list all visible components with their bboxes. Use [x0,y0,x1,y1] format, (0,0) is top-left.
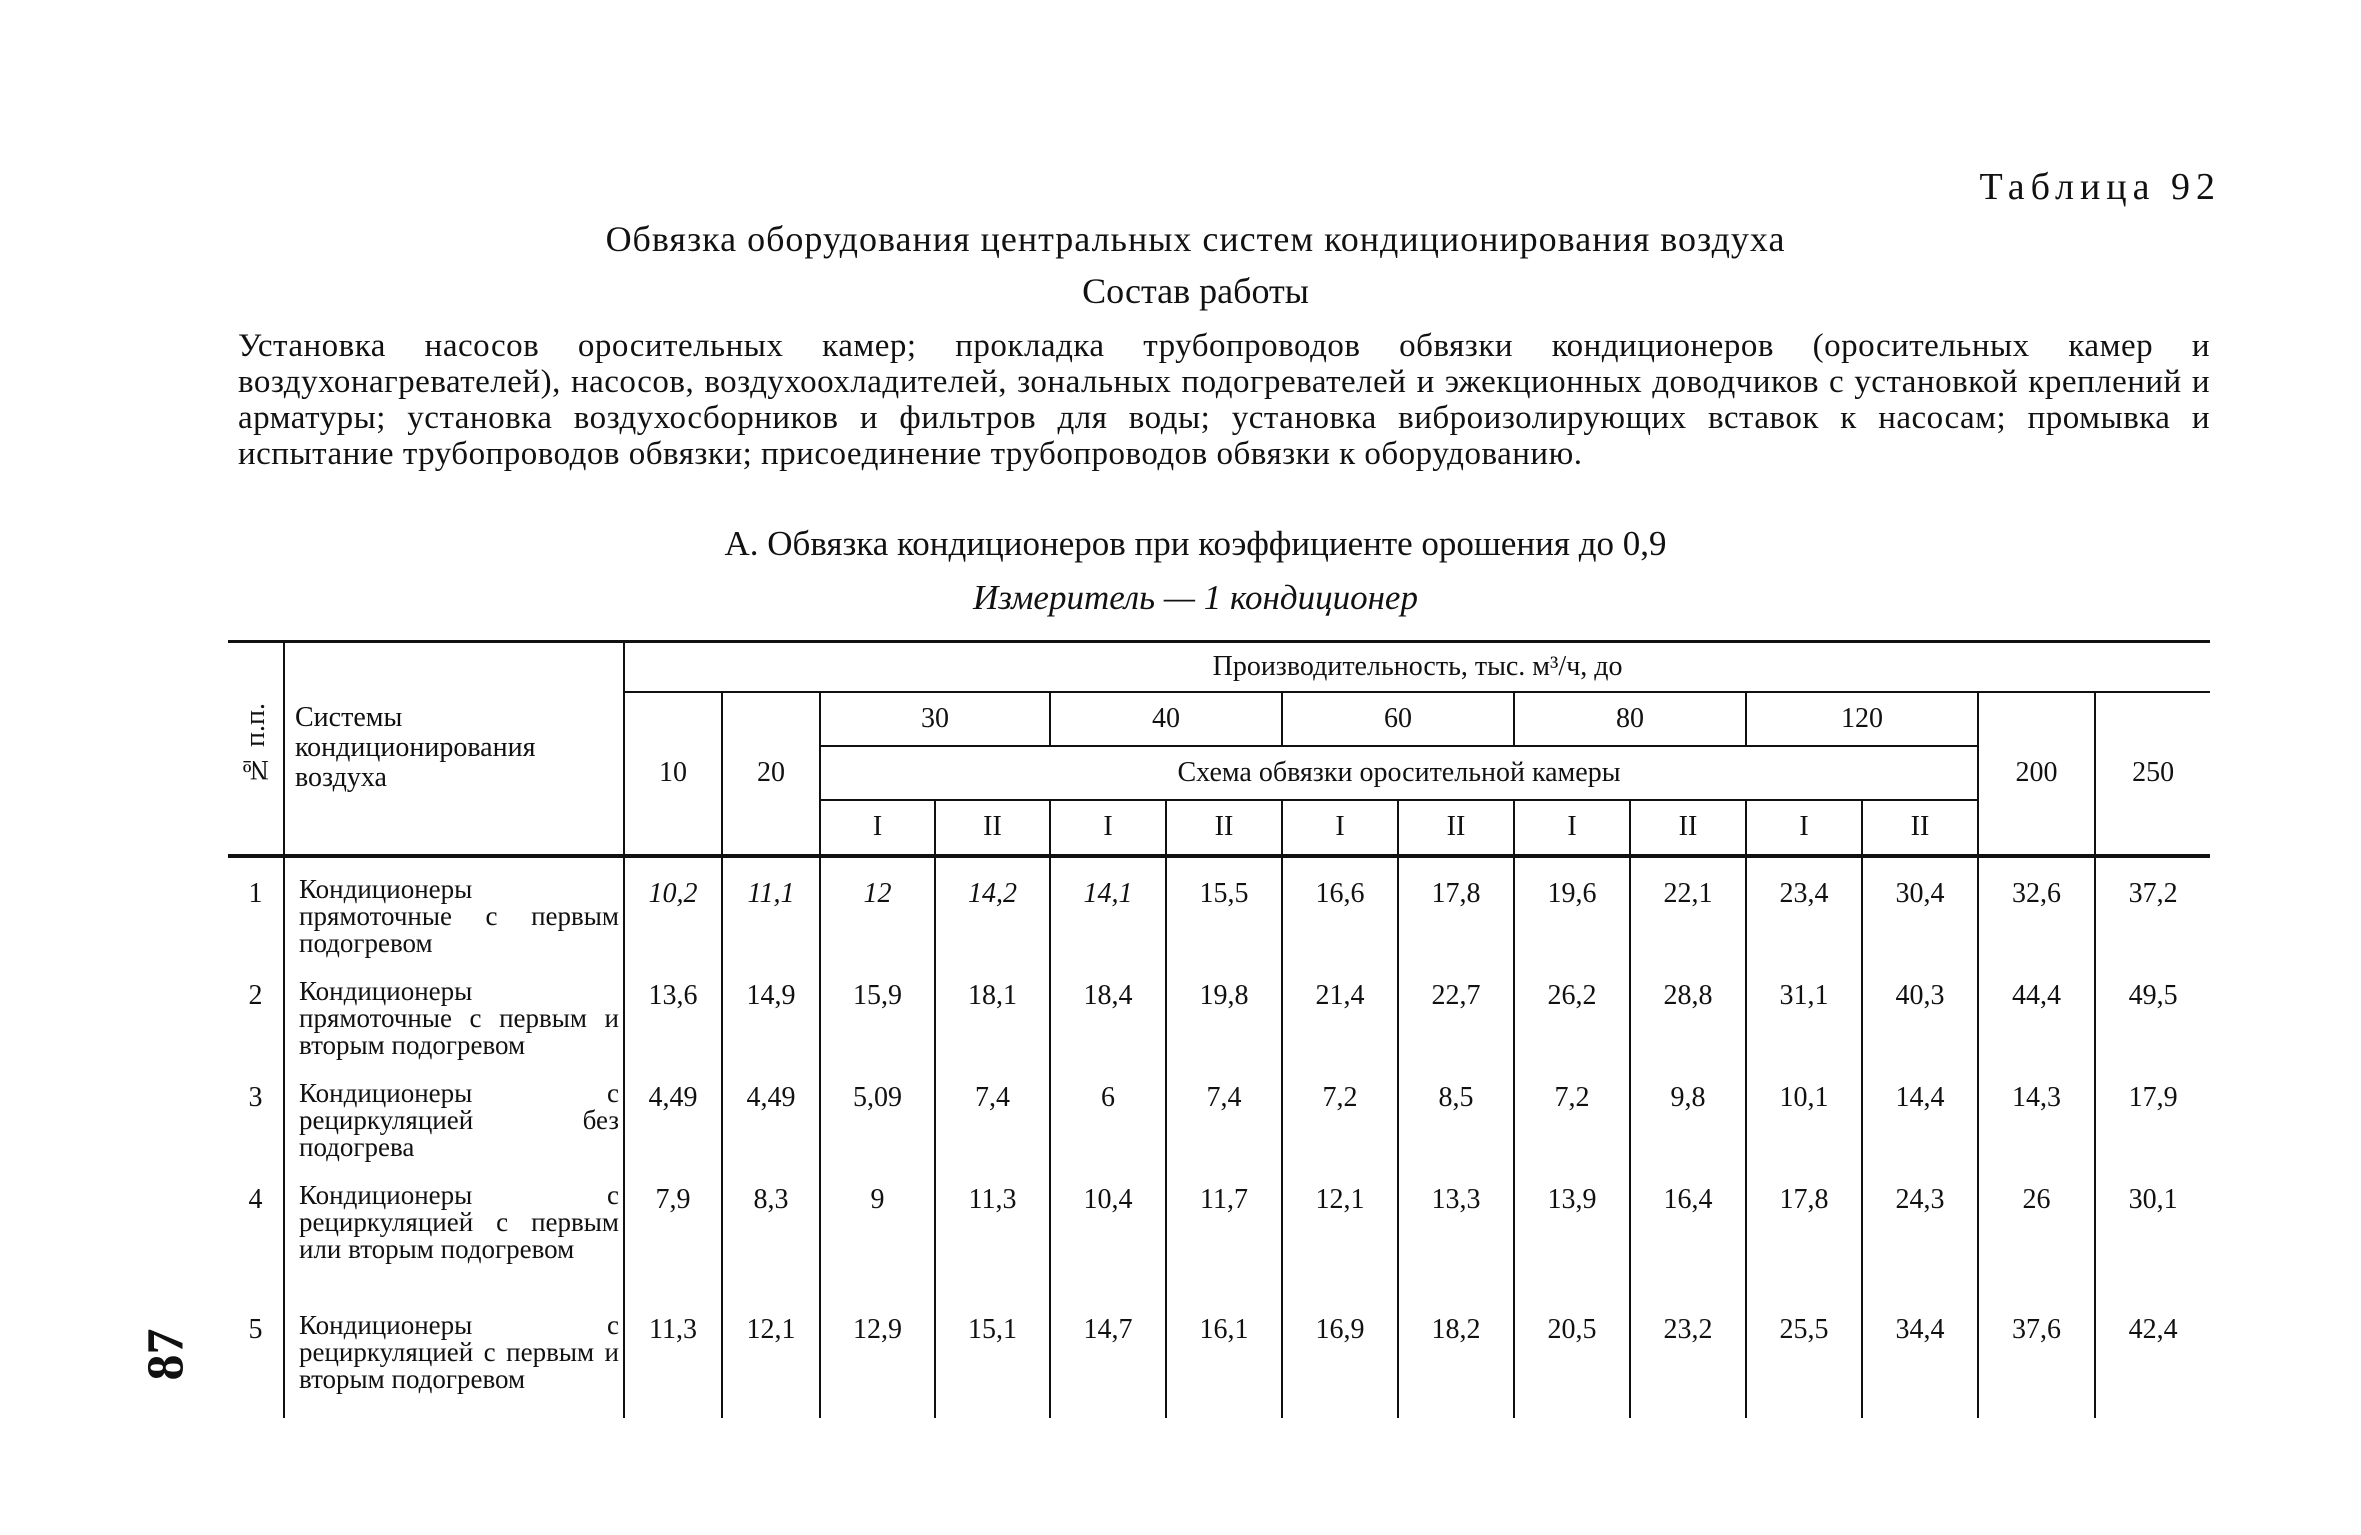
cell: 14,9 [722,960,820,1062]
cell: 12 [820,856,935,960]
table-row [228,960,2210,1062]
cell: 31,1 [1746,960,1862,1062]
cell: 14,2 [935,856,1050,960]
scheme-80-II: II [1630,800,1746,856]
scheme-120-II: II [1862,800,1978,856]
cell: 11,1 [722,856,820,960]
cell: 34,4 [1862,1294,1978,1418]
cell: 15,9 [820,960,935,1062]
table-row [228,1164,2210,1294]
scheme-40-II: II [1166,800,1282,856]
cell: 18,1 [935,960,1050,1062]
cell: 44,4 [1978,960,2095,1062]
scheme-60-I: I [1282,800,1398,856]
row-number: 3 [248,1081,263,1113]
cell: 24,3 [1862,1164,1978,1294]
cell: 26 [1978,1164,2095,1294]
row-name: Кондиционеры с рециркуляцией с первым или вторым подогревом [284,1164,624,1294]
cell: 9,8 [1630,1062,1746,1164]
cell: 17,9 [2095,1062,2210,1164]
table-title: Обвязка оборудования центральных систем кондиционирования воздуха [605,219,1786,259]
cell: 13,9 [1514,1164,1630,1294]
scheme-40-I: I [1050,800,1166,856]
cell: 21,4 [1282,960,1398,1062]
row-name: Кондиционеры с рециркуляцией без подогрева [284,1062,624,1164]
cell: 32,6 [1978,856,2095,960]
cell: 12,1 [1282,1164,1398,1294]
cell: 4,49 [624,1062,722,1164]
systems-header: Системы кондиционирования воздуха [284,642,624,856]
cell: 26,2 [1514,960,1630,1062]
cell: 9 [820,1164,935,1294]
row-number: 1 [248,877,263,909]
work-heading: Состав работы [1082,271,1309,311]
cell: 15,5 [1166,856,1282,960]
cell: 22,7 [1398,960,1514,1062]
row-name: Кондиционеры прямоточные с первым подогревом [284,856,624,960]
cell: 12,9 [820,1294,935,1418]
table-row [228,856,2210,960]
cell: 11,3 [935,1164,1050,1294]
unit-of-measure: Измеритель — 1 кондиционер [973,578,1418,617]
num-header: № п.п. [228,642,284,856]
cell: 18,4 [1050,960,1166,1062]
section-title: А. Обвязка кондиционеров при коэффициенте орошения до 0,9 [724,524,1667,563]
cell: 10,1 [1746,1062,1862,1164]
cell: 7,9 [624,1164,722,1294]
cell: 30,4 [1862,856,1978,960]
cell: 20,5 [1514,1294,1630,1418]
cell: 11,3 [624,1294,722,1418]
cell: 4,49 [722,1062,820,1164]
cell: 17,8 [1746,1164,1862,1294]
cell: 7,4 [1166,1062,1282,1164]
cell: 23,2 [1630,1294,1746,1418]
cell: 14,3 [1978,1062,2095,1164]
cell: 42,4 [2095,1294,2210,1418]
capacity-header: Производительность, тыс. м³/ч, до [624,642,2210,692]
cell: 23,4 [1746,856,1862,960]
cell: 12,1 [722,1294,820,1418]
cell: 6 [1050,1062,1166,1164]
scheme-header: Схема обвязки оросительной камеры [820,746,1978,800]
cell: 19,6 [1514,856,1630,960]
cell: 14,1 [1050,856,1166,960]
scheme-30-I: I [820,800,935,856]
table-row [228,1062,2210,1164]
cell: 8,3 [722,1164,820,1294]
cell: 40,3 [1862,960,1978,1062]
row-name: Кондиционеры прямоточные с первым и вторым подогревом [284,960,624,1062]
row-name: Кондиционеры с рециркуляцией с первым и вторым подогревом [284,1294,624,1418]
cap-250: 250 [2095,692,2210,856]
cap-60: 60 [1282,692,1514,746]
cell: 37,2 [2095,856,2210,960]
cell: 19,8 [1166,960,1282,1062]
cell: 10,4 [1050,1164,1166,1294]
cell: 16,9 [1282,1294,1398,1418]
cell: 16,6 [1282,856,1398,960]
table-number: Таблица 92 [1979,166,2221,208]
cell: 28,8 [1630,960,1746,1062]
cell: 15,1 [935,1294,1050,1418]
cell: 16,4 [1630,1164,1746,1294]
cell: 17,8 [1398,856,1514,960]
scheme-80-I: I [1514,800,1630,856]
cap-10: 10 [624,692,722,856]
cell: 7,4 [935,1062,1050,1164]
cell: 10,2 [624,856,722,960]
table-row [228,1294,2210,1418]
cell: 11,7 [1166,1164,1282,1294]
cell: 7,2 [1282,1062,1398,1164]
norms-table [228,640,2210,1418]
cap-30: 30 [820,692,1050,746]
cell: 22,1 [1630,856,1746,960]
cell: 13,3 [1398,1164,1514,1294]
cell: 8,5 [1398,1062,1514,1164]
cell: 14,4 [1862,1062,1978,1164]
cell: 16,1 [1166,1294,1282,1418]
cell: 49,5 [2095,960,2210,1062]
cell: 5,09 [820,1062,935,1164]
cell: 18,2 [1398,1294,1514,1418]
cap-120: 120 [1746,692,1978,746]
cell: 37,6 [1978,1294,2095,1418]
cell: 13,6 [624,960,722,1062]
cell: 25,5 [1746,1294,1862,1418]
scheme-120-I: I [1746,800,1862,856]
cell: 14,7 [1050,1294,1166,1418]
cap-80: 80 [1514,692,1746,746]
cap-200: 200 [1978,692,2095,856]
row-number: 5 [248,1313,263,1345]
cell: 7,2 [1514,1062,1630,1164]
work-description: Установка насосов оросительных камер; прокладка трубопроводов обвязки кондиционеров (оросительных камер и воздухонагревателей), насосов, воздухоохладителей, зональных подогревателей и эжекционных доводчиков с установкой креплений и арматуры; установка воздухосборников и фильтров для воды; установка виброизолирующих вставок к насосам; промывка и испытание трубопроводов обвязки; присоединение трубопроводов обвязки к оборудованию. [238,328,2210,472]
row-number: 4 [248,1183,263,1215]
cell: 30,1 [2095,1164,2210,1294]
cap-20: 20 [722,692,820,856]
page-number: 87 [137,1328,195,1381]
scheme-30-II: II [935,800,1050,856]
row-number: 2 [248,979,263,1011]
cap-40: 40 [1050,692,1282,746]
scheme-60-II: II [1398,800,1514,856]
